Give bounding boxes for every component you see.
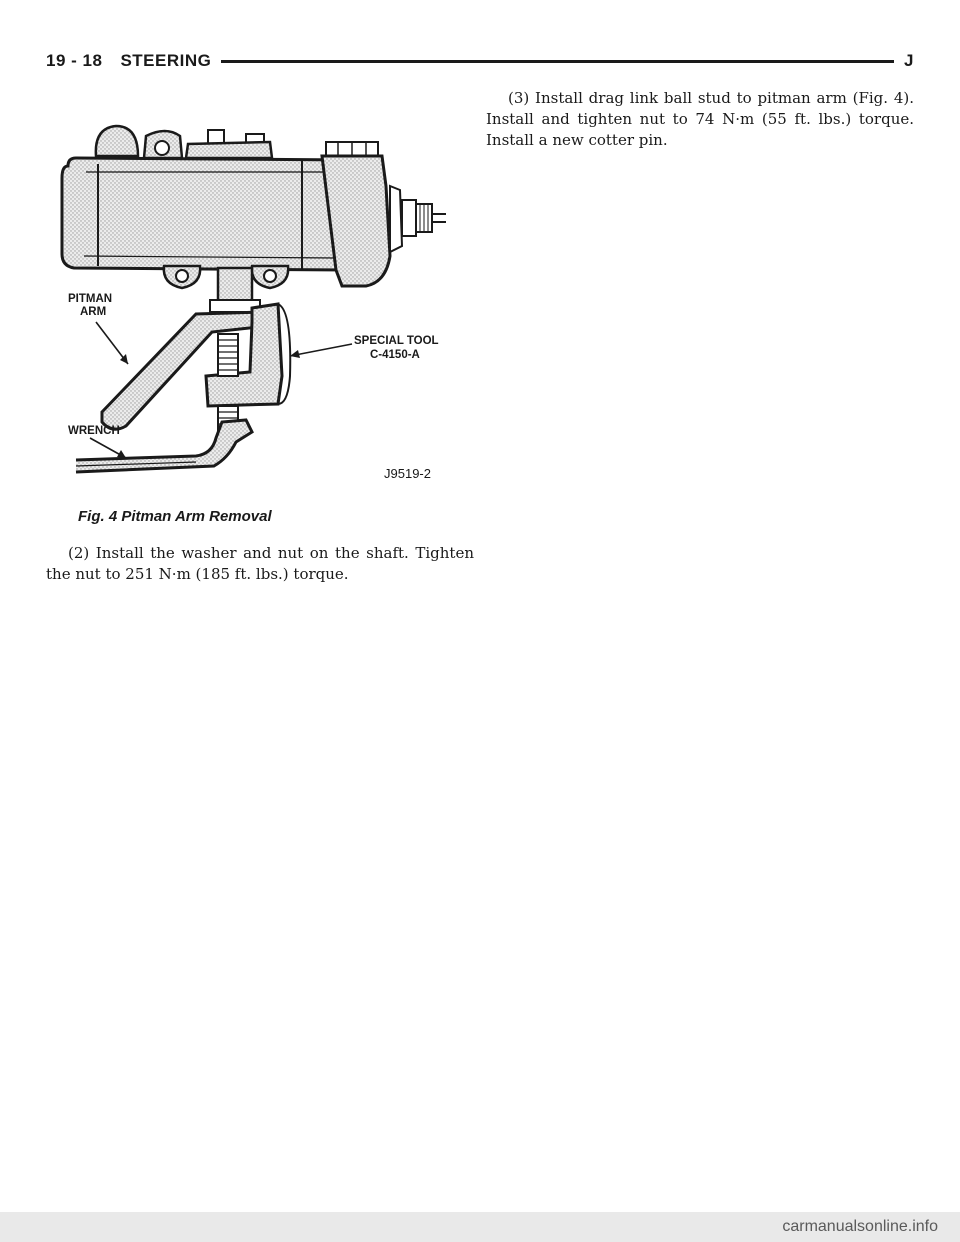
figure-illustration <box>46 86 474 494</box>
header-rule <box>221 60 894 63</box>
page-header <box>46 48 914 74</box>
label-wrench: WRENCH <box>68 425 120 437</box>
left-column <box>46 86 474 585</box>
figure-caption: Fig. 4 Pitman Arm Removal <box>78 508 272 525</box>
page-number: 19 - 18 <box>46 51 103 70</box>
step-2-text: (2) Install the washer and nut on the shaft. Tighten the nut to 251 N·m (185 ft. lbs.) torque. <box>46 544 474 583</box>
steering-gear-drawing <box>46 86 474 494</box>
figure-code: J9519-2 <box>384 466 431 481</box>
edition-mark: J <box>904 51 914 70</box>
label-special-tool-2: C-4150-A <box>370 349 420 361</box>
label-pitman-arm-2: ARM <box>80 306 107 318</box>
label-special-tool-1: SPECIAL TOOL <box>354 335 439 347</box>
step-3-text: (3) Install drag link ball stud to pitman arm (Fig. 4). Install and tighten nut to 74 N·m (55 ft. lbs.) torque. Install a new cotter pin. <box>486 89 914 149</box>
section-title: STEERING <box>120 51 212 70</box>
footer-watermark: carmanualsonline.info <box>782 1218 938 1235</box>
right-column <box>486 88 914 151</box>
footer-bar <box>0 1212 960 1242</box>
label-pitman-arm-1: PITMAN <box>68 293 113 305</box>
